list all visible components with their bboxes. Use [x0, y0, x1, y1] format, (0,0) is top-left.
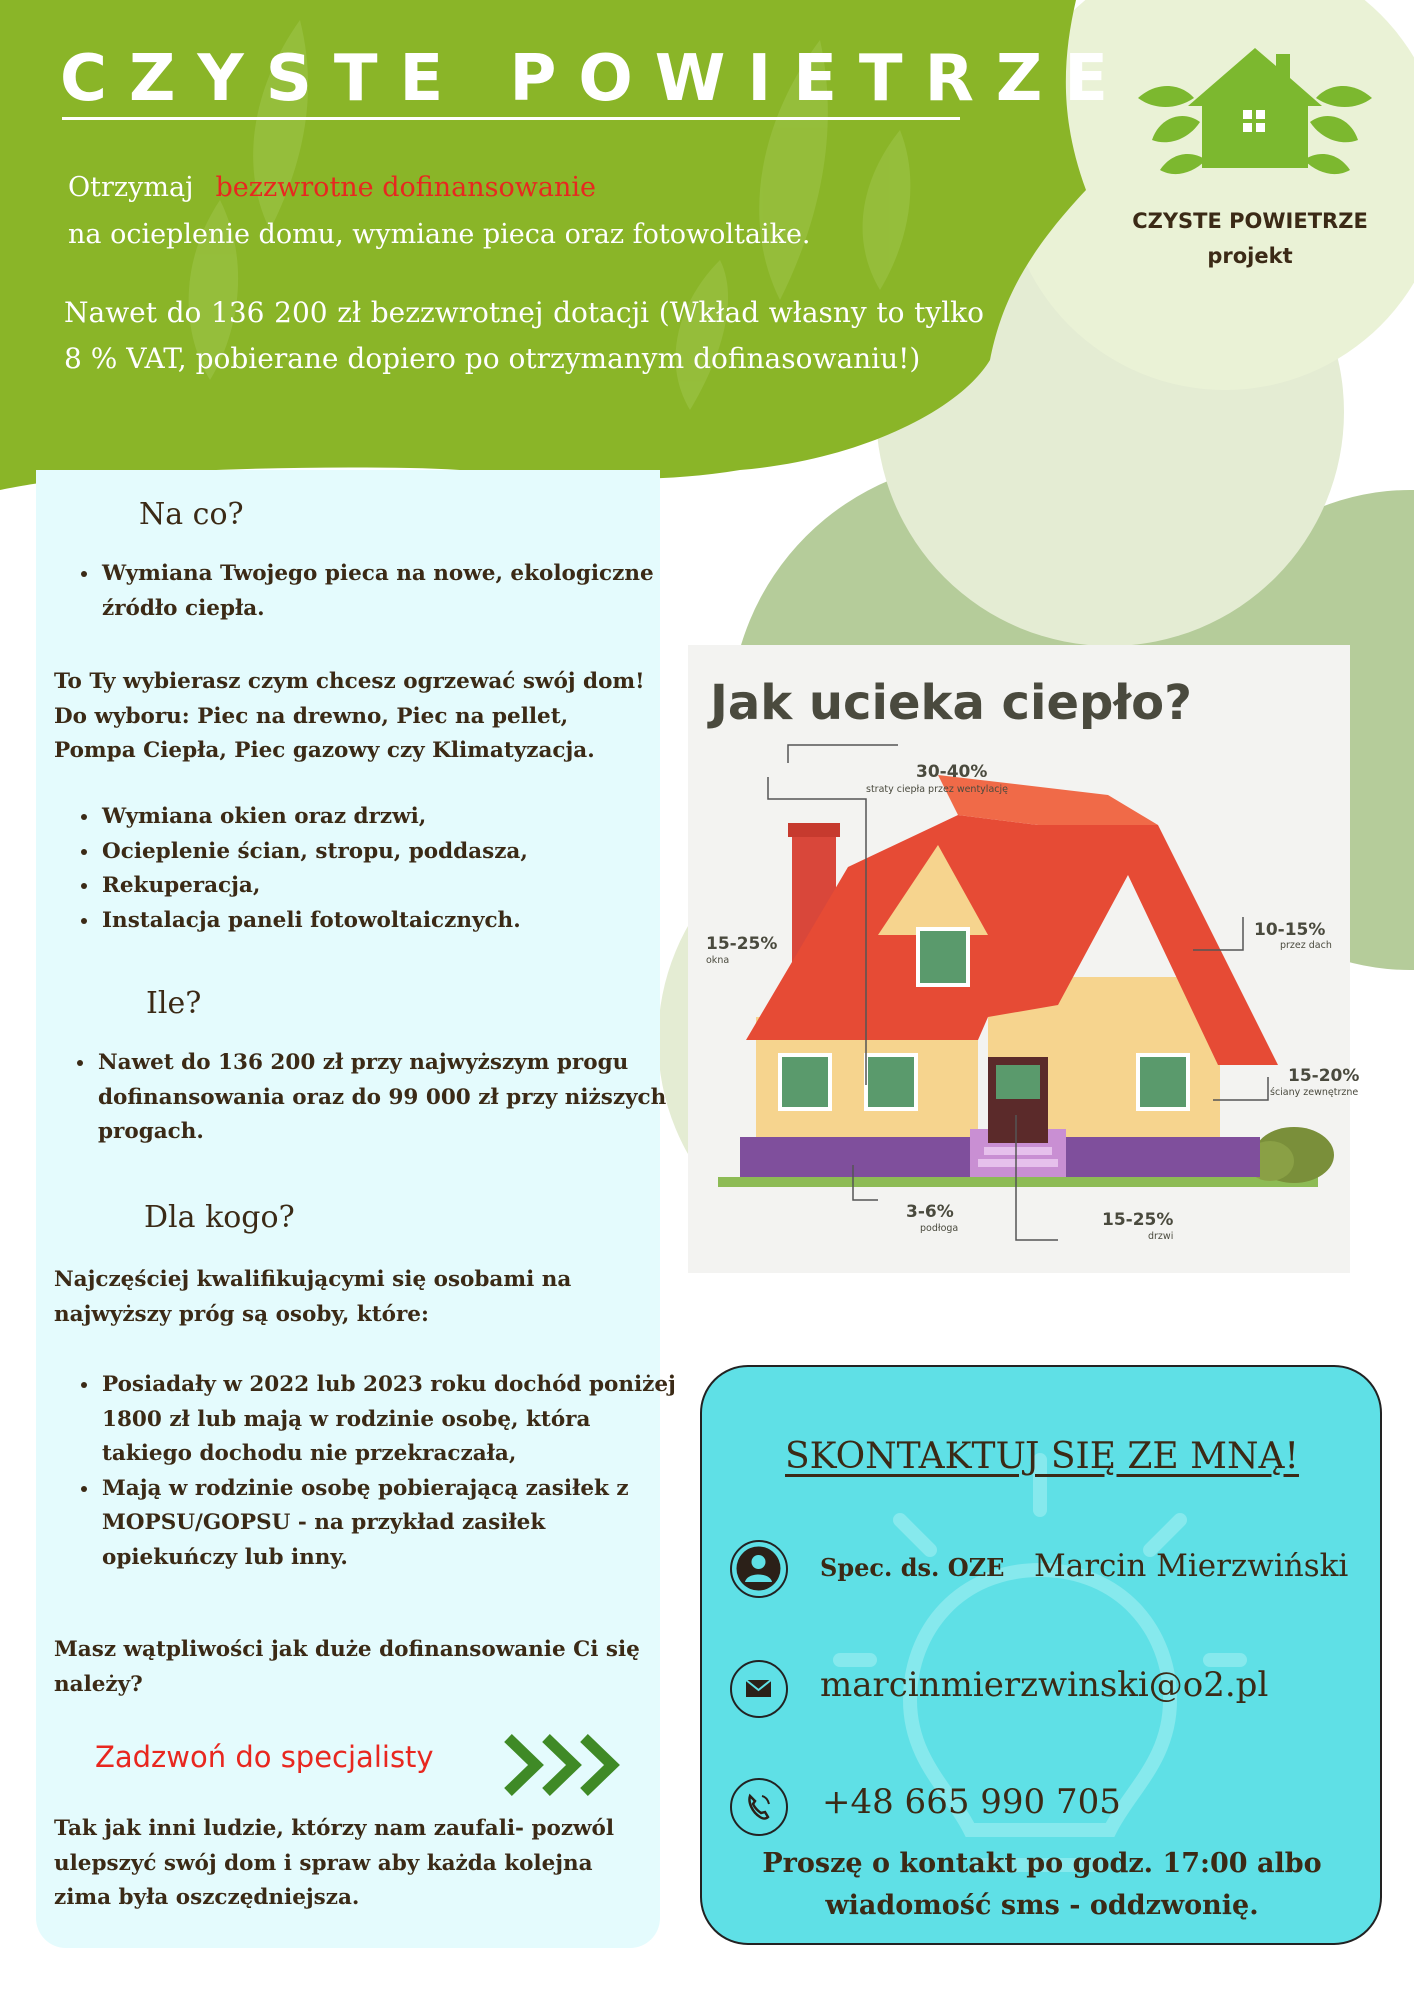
question-text: Masz wątpliwości jak duże dofinansowanie Ci się należy?: [54, 1637, 640, 1697]
infographic-title: Jak ucieka ciepło?: [710, 675, 1192, 731]
contact-phone[interactable]: +48 665 990 705: [822, 1782, 1121, 1822]
house-leaves-icon: [1130, 40, 1380, 180]
list-item: • Ocieplenie ścian, stropu, poddasza,: [100, 835, 660, 870]
section2-bullet-list: [50, 1046, 686, 1150]
pct-ventilation-label: straty ciepła przez wentylację: [866, 784, 1008, 795]
logo-name: CZYSTE POWIETRZE: [1132, 209, 1368, 233]
phone-icon: [730, 1778, 788, 1836]
list-item: • Rekuperacja,: [100, 869, 660, 904]
pct-windows-label: okna: [706, 955, 730, 966]
contact-title: SKONTAKTUJ SIĘ ZE MNĄ!: [785, 1436, 1299, 1477]
list-item: • Wymiana okien oraz drzwi,: [100, 800, 660, 835]
title-underline: [62, 117, 960, 120]
person-icon: [730, 1540, 788, 1598]
house-illustration: [688, 645, 1350, 1273]
section-heading-na-co: Na co?: [139, 497, 244, 532]
contact-role: Spec. ds. OZE: [820, 1553, 1005, 1582]
mail-icon: [730, 1660, 788, 1718]
intro-line-2: na ocieplenie domu, wymiane pieca oraz fotowoltaike.: [68, 219, 811, 250]
contact-email[interactable]: marcinmierzwinski@o2.pl: [820, 1665, 1269, 1705]
logo-subtitle: projekt: [1207, 244, 1293, 268]
closing-text: Tak jak inni ludzie, którzy nam zaufali- pozwól ulepszyć swój dom i spraw aby każda kolejna zima była oszczędniejsza.: [54, 1816, 615, 1910]
pct-door: 15-25%: [1102, 1210, 1174, 1230]
pct-windows: 15-25%: [706, 934, 778, 954]
pct-door-label: drzwi: [1148, 1231, 1174, 1242]
section1-bullet-list: [54, 557, 660, 626]
list-item: • Mają w rodzinie osobę pobierającą zasiłek z MOPSU/GOPSU - na przykład zasiłek opiekuńczy lub inny.: [100, 1472, 680, 1576]
pct-floor: 3-6%: [906, 1202, 954, 1222]
section3-bullet-list: [54, 1368, 680, 1575]
intro-line-1: [68, 172, 596, 203]
section3-text: Najczęściej kwalifikującymi się osobami na najwyższy próg są osoby, które:: [54, 1267, 572, 1327]
pct-ventilation: 30-40%: [916, 762, 988, 782]
contact-name: Marcin Mierzwiński: [1034, 1548, 1349, 1584]
list-item: • Wymiana Twojego pieca na nowe, ekologiczne źródło ciepła.: [100, 557, 660, 626]
section1-text: To Ty wybierasz czym chcesz ogrzewać swój dom! Do wyboru: Piec na drewno, Piec na pellet, Pompa Ciepła, Piec gazowy czy Klimatyzacja.: [54, 669, 645, 763]
call-specialist-label: Zadzwoń do specjalisty: [95, 1740, 434, 1774]
pct-walls-label: ściany zewnętrzne: [1270, 1087, 1359, 1098]
list-item: • Nawet do 136 200 zł przy najwyższym progu dofinansowania oraz do 99 000 zł przy niższych progach.: [96, 1046, 686, 1150]
section-heading-dla-kogo: Dla kogo?: [144, 1200, 295, 1235]
contact-note: Proszę o kontakt po godz. 17:00 albo wiadomość sms - oddzwonię.: [762, 1848, 1322, 1921]
chevron-right-arrows-icon: [502, 1732, 628, 1798]
pct-roof: 10-15%: [1254, 920, 1326, 940]
page-title: CZYSTE POWIETRZE: [60, 42, 1130, 116]
list-item: • Instalacja paneli fotowoltaicznych.: [100, 904, 660, 939]
section1-options-list: [54, 800, 660, 938]
list-item: • Posiadały w 2022 lub 2023 roku dochód poniżej 1800 zł lub mają w rodzinie osobę, która takiego dochodu nie przekraczała,: [100, 1368, 680, 1472]
pct-roof-label: przez dach: [1280, 940, 1332, 951]
intro-prefix: Otrzymaj: [68, 172, 194, 203]
intro-highlight: bezzwrotne dofinansowanie: [215, 172, 596, 203]
pct-walls: 15-20%: [1288, 1066, 1360, 1086]
pct-floor-label: podłoga: [920, 1223, 959, 1234]
intro-amount: Nawet do 136 200 zł bezzwrotnej dotacji (Wkład własny to tylko 8 % VAT, pobierane dopiero po otrzymanym dofinasowaniu!): [64, 296, 984, 375]
section-heading-ile: Ile?: [146, 986, 202, 1021]
